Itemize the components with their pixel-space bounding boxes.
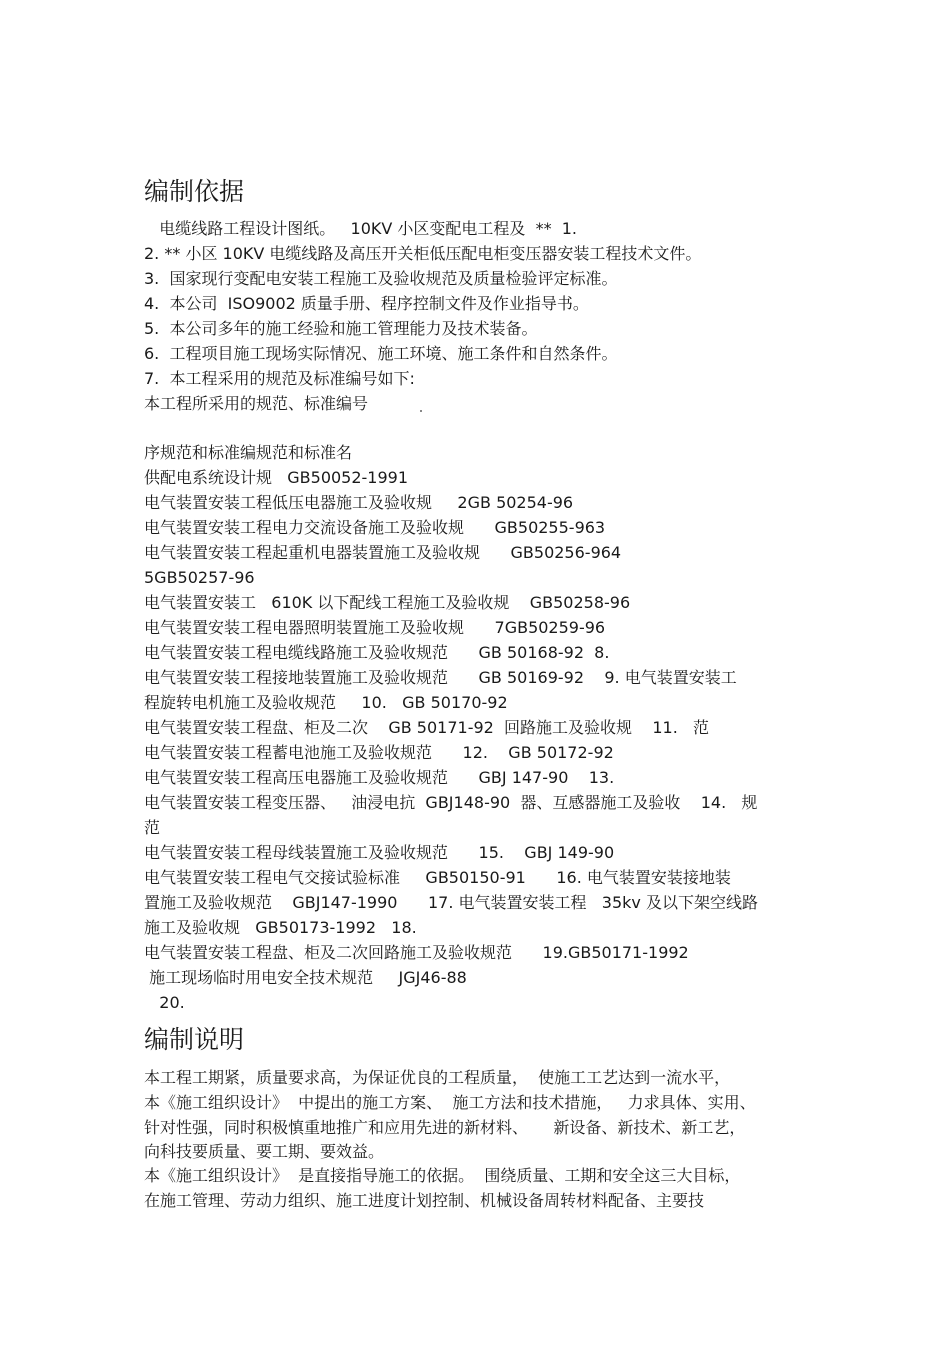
- basis-line-2: 2. ** 小区 10KV 电缆线路及高压开关柜低压配电柜变压器安装工程技术文件。: [144, 244, 702, 263]
- basis-line-5: 5. 本公司多年的施工经验和施工管理能力及技术装备。: [144, 319, 538, 338]
- standards-row: 电气装置安装工程母线装置施工及验收规范 15. GBJ 149-90: [144, 843, 615, 862]
- description-line-3: 针对性强，同时积极慎重地推广和应用先进的新材料、 新设备、新技术、新工艺，: [144, 1118, 746, 1137]
- standards-row: 电气装置安装工 610K 以下配线工程施工及验收规 GB50258-96: [144, 593, 631, 612]
- standards-row: 施工现场临时用电安全技术规范 JGJ46-88: [144, 968, 467, 987]
- section-heading-description: 编制说明: [144, 1025, 245, 1054]
- standards-row: 程旋转电机施工及验收规范 10. GB 50170-92: [144, 693, 508, 712]
- standards-row: 电气装置安装工程蓄电池施工及验收规范 12. GB 50172-92: [144, 743, 614, 762]
- standards-row: 电气装置安装工程低压电器施工及验收规 2GB 50254-96: [144, 493, 574, 512]
- description-line-5: 本《施工组织设计》 是直接指导施工的依据。 围绕质量、工期和安全这三大目标，: [144, 1166, 741, 1185]
- standards-row: 范: [144, 818, 161, 837]
- standards-row: 电气装置安装工程电气交接试验标准 GB50150-91 16. 电气装置安装接地装: [144, 868, 731, 887]
- standards-row: 供配电系统设计规 GB50052-1991: [144, 468, 409, 487]
- section-heading-basis: 编制依据: [144, 177, 245, 206]
- standards-row: 电气装置安装工程电器照明装置施工及验收规 7GB50259-96: [144, 618, 606, 637]
- standards-row: 5GB50257-96: [144, 568, 255, 587]
- basis-line-1: 电缆线路工程设计图纸。 10KV 小区变配电工程及 ** 1.: [144, 219, 578, 238]
- description-line-1: 本工程工期紧，质量要求高，为保证优良的工程质量， 使施工工艺达到一流水平，: [144, 1068, 731, 1087]
- basis-line-7: 7. 本工程采用的规范及标准编号如下:: [144, 369, 415, 388]
- standards-row: 电气装置安装工程电力交流设备施工及验收规 GB50255-963: [144, 518, 606, 537]
- standards-row: 置施工及验收规范 GBJ147-1990 17. 电气装置安装工程 35kv 及以下架空线路: [144, 893, 758, 912]
- stray-dot-mark: [420, 410, 422, 412]
- standards-row: 电气装置安装工程盘、柜及二次回路施工及验收规范 19.GB50171-1992: [144, 943, 689, 962]
- basis-line-6: 6. 工程项目施工现场实际情况、施工环境、施工条件和自然条件。: [144, 344, 618, 363]
- description-line-4: 向科技要质量、要工期、要效益。: [144, 1142, 385, 1161]
- standards-table-title: 本工程所采用的规范、标准编号: [144, 394, 369, 413]
- standards-row: 电气装置安装工程电缆线路施工及验收规范 GB 50168-92 8.: [144, 643, 610, 662]
- standards-row: 电气装置安装工程起重机电器装置施工及验收规 GB50256-964: [144, 543, 622, 562]
- standards-row: 电气装置安装工程变压器、 油浸电抗 GBJ148-90 器、互感器施工及验收 14. 规: [144, 793, 758, 812]
- basis-line-4: 4. 本公司 ISO9002 质量手册、程序控制文件及作业指导书。: [144, 294, 589, 313]
- standards-table-header: 序规范和标准编规范和标准名: [144, 443, 353, 462]
- standards-row: 20.: [144, 993, 185, 1012]
- standards-row: 电气装置安装工程高压电器施工及验收规范 GBJ 147-90 13.: [144, 768, 615, 787]
- description-line-6: 在施工管理、劳动力组织、施工进度计划控制、机械设备周转材料配备、主要技: [144, 1191, 705, 1210]
- description-line-2: 本《施工组织设计》 中提出的施工方案、 施工方法和技术措施， 力求具体、实用、: [144, 1093, 756, 1112]
- standards-row: 电气装置安装工程接地装置施工及验收规范 GB 50169-92 9. 电气装置安装工: [144, 668, 737, 687]
- standards-row: 电气装置安装工程盘、柜及二次 GB 50171-92 回路施工及验收规 11. 范: [144, 718, 710, 737]
- basis-line-3: 3. 国家现行变配电安装工程施工及验收规范及质量检验评定标准。: [144, 269, 618, 288]
- standards-row: 施工及验收规 GB50173-1992 18.: [144, 918, 417, 937]
